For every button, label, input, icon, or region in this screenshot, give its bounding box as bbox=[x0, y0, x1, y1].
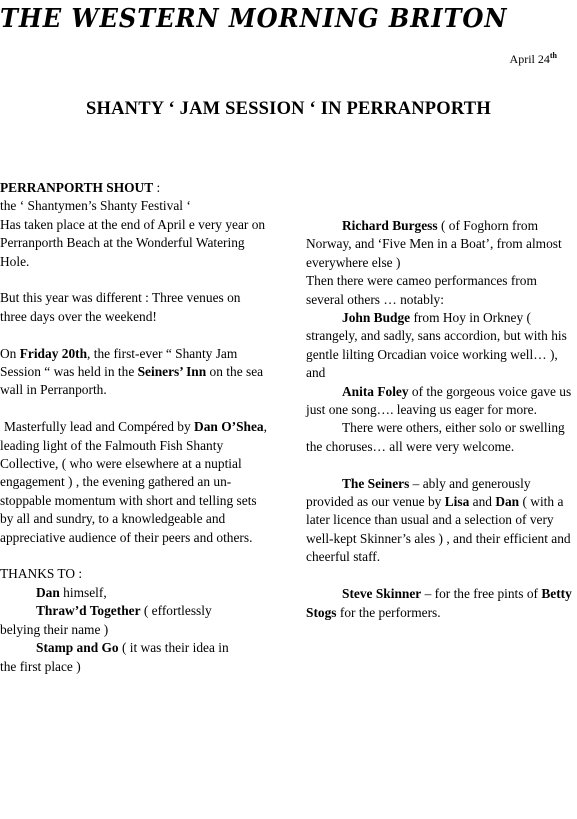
thanks-item-stamp bbox=[0, 639, 268, 657]
cameo-paragraph: Then there were cameo performances from several others … notably: bbox=[306, 273, 537, 307]
text-run: , the first-ever “ Shanty Jam Session “ was held in the bbox=[0, 345, 238, 380]
text-run: – ably and generously provided as our venue by bbox=[306, 475, 531, 510]
text-run: – for the free pints of bbox=[421, 586, 542, 602]
thanks-item-dan bbox=[0, 584, 268, 602]
others-paragraph: There were others, either solo or swelling the choruses… all were very welcome. bbox=[306, 420, 565, 454]
intro-paragraph bbox=[0, 179, 268, 197]
person-name: John Budge bbox=[342, 310, 411, 326]
intro-line-2: the ‘ Shantymen’s Shanty Festival ‘ bbox=[0, 198, 191, 214]
text-run: ( effortlessly bbox=[140, 603, 212, 619]
skinner-paragraph bbox=[306, 585, 576, 622]
section-lead-rest: : bbox=[153, 180, 161, 195]
right-column bbox=[306, 217, 576, 622]
person-name: Dan bbox=[495, 494, 520, 510]
venue-name: Seiners’ Inn bbox=[137, 364, 207, 380]
foley-paragraph bbox=[306, 383, 576, 420]
text-run: from Hoy in Orkney ( strangely, and sadly, sans accordion, but with his gentle lilting Orcadian voice working well… ), and bbox=[306, 310, 567, 381]
text-run: On bbox=[0, 345, 20, 361]
masthead: THE WESTERN MORNING BRITON bbox=[0, 4, 508, 34]
venue-name: The Seiners bbox=[342, 475, 410, 491]
text-run: , leading light of the Falmouth Fish Shanty Collective, ( who were elsewhere at a nuptial engagement ) , the evening gathered an un-stoppable momentum with short and telling sets by all and sundry, to a knowledgeable and appreciative audience of their peers and others. bbox=[0, 419, 267, 545]
text-run: ( of Foghorn from Norway, and ‘Five Men in a Boat’, from almost everywhere else ) bbox=[306, 218, 562, 270]
budge-paragraph bbox=[306, 309, 576, 383]
seiners-paragraph bbox=[306, 475, 576, 567]
friday-paragraph bbox=[0, 345, 268, 400]
text-run: of the gorgeous voice gave us just one song…. leaving us eager for more. bbox=[306, 383, 572, 418]
thanks-item-thrawd-cont: belying their name ) bbox=[0, 621, 109, 637]
thanks-item-thrawd bbox=[0, 602, 268, 620]
issue-date bbox=[510, 51, 557, 67]
thanks-heading: THANKS TO : bbox=[0, 566, 83, 582]
venues-paragraph: But this year was different : Three venues on three days over the weekend! bbox=[0, 290, 241, 324]
thanks-item-stamp-cont: the first place ) bbox=[0, 658, 81, 674]
left-column bbox=[0, 179, 268, 676]
person-name: Steve Skinner bbox=[342, 586, 422, 602]
text-run: for the performers. bbox=[336, 604, 441, 620]
intro-line-3: Has taken place at the end of April e very year on Perranporth Beach at the Wonderful Watering Hole. bbox=[0, 216, 266, 269]
compere-paragraph bbox=[0, 418, 268, 547]
text-run: Masterfully lead and Compéred by bbox=[4, 419, 195, 435]
burgess-paragraph bbox=[306, 217, 576, 272]
group-name: Thraw’d Together bbox=[36, 603, 141, 619]
section-lead: PERRANPORTH SHOUT bbox=[0, 180, 154, 195]
person-name: Richard Burgess bbox=[342, 218, 438, 233]
text-run: ( it was their idea in bbox=[118, 640, 229, 656]
issue-date-text: April 24 bbox=[509, 52, 550, 66]
text-run: ( with a later licence than usual and a selection of very well-kept Skinner’s ales ) , and their efficient and cheerful staff. bbox=[306, 494, 571, 565]
person-name: Dan O’Shea bbox=[194, 419, 264, 435]
issue-date-suffix: th bbox=[549, 51, 557, 60]
text-run: and bbox=[469, 494, 496, 510]
person-name: Anita Foley bbox=[342, 383, 409, 399]
date-highlight: Friday 20th bbox=[19, 345, 88, 361]
text-run: on the sea wall in Perranporth. bbox=[0, 364, 264, 398]
beer-name: Betty Stogs bbox=[306, 586, 572, 620]
person-name: Dan bbox=[36, 584, 60, 600]
person-name: Lisa bbox=[444, 494, 470, 510]
group-name: Stamp and Go bbox=[36, 640, 119, 656]
text-run: himself, bbox=[59, 584, 107, 600]
headline: SHANTY ‘ JAM SESSION ‘ IN PERRANPORTH bbox=[86, 99, 491, 119]
